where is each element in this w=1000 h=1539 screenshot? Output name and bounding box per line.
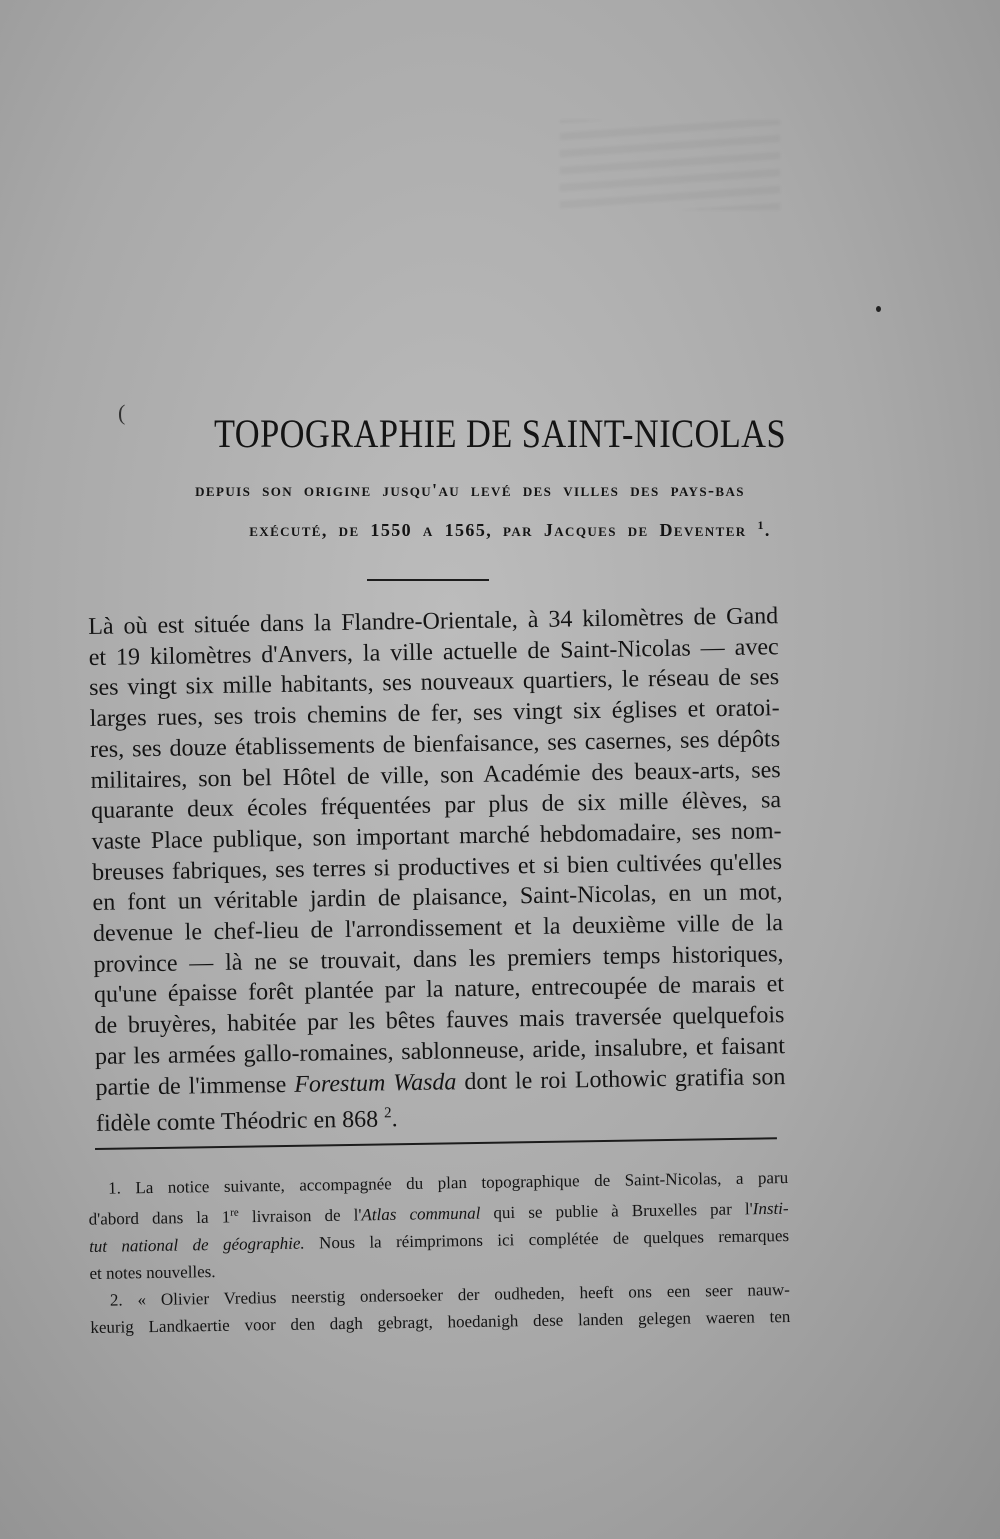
body-paragraph xyxy=(88,601,786,1140)
footnote-divider xyxy=(95,1137,777,1149)
body-line: ses vingt six mille habitants, ses nouveaux quartiers, le réseau de ses xyxy=(88,664,780,702)
page-title: TOPOGRAPHIE DE SAINT-NICOLAS xyxy=(213,411,787,456)
italic-institut-cont: tut national de géographie. xyxy=(88,1233,305,1256)
footnote-ref-1: 1 xyxy=(757,518,765,532)
footnote-1-line: et notes nouvelles. xyxy=(89,1261,216,1283)
body-line: et 19 kilomètres d'Anvers, la ville actuelle de Saint-Nicolas — avec xyxy=(88,633,779,671)
footnote-ref-2: 2 xyxy=(383,1105,392,1122)
ink-spot xyxy=(876,306,881,312)
footnotes xyxy=(88,1164,791,1341)
body-line: res, ses douze établissements de bienfaisance, ses casernes, ses dépôts xyxy=(89,725,781,763)
body-text-run: fidèle comte Théodric en 868 xyxy=(95,1106,379,1138)
body-text-run: . xyxy=(391,1106,398,1133)
italic-institut: Insti- xyxy=(752,1198,789,1219)
footnote-2-line: keurig Landkaertie voor den dagh gebragt, hoedanigh dese landen gelegen waeren ten xyxy=(90,1306,791,1337)
body-line: breuses fabriques, ses terres si productives et si bien cultivées qu'elles xyxy=(91,848,783,886)
body-line: par les armées gallo-romaines, sablonneuse, aride, insalubre, et faisant xyxy=(94,1032,786,1070)
body-line: militaires, son bel Hôtel de ville, son Académie des beaux-arts, ses xyxy=(90,756,781,794)
body-line: quarante deux écoles fréquentées par plus de six mille élèves, sa xyxy=(90,787,782,825)
body-line: vaste Place publique, son important marché hebdomadaire, ses nom- xyxy=(91,818,782,855)
title-divider xyxy=(367,579,489,581)
footnote-text-run: livraison de l' xyxy=(238,1205,362,1227)
footnote-text-run: Nous la réimprimons ici complétée de quelques remarques xyxy=(304,1225,790,1253)
footnote-text-run: qui se publie à Bruxelles par l' xyxy=(480,1199,753,1223)
subtitle-line-2: exécuté, de 1550 a 1565, par Jacques de Deventer $^1$. xyxy=(249,518,771,540)
italic-title-forestum: Forestum Wasda xyxy=(294,1068,457,1098)
body-line: qu'une épaisse forêt plantée par la nature, entrecoupée de marais et xyxy=(93,971,785,1009)
body-line: de bruyères, habitée par les bêtes fauves mais traversée quelquefois xyxy=(94,1002,785,1040)
footnote-text-run: d'abord dans la 1 xyxy=(88,1207,231,1229)
italic-atlas-communal: Atlas communal xyxy=(361,1203,481,1225)
body-line: larges rues, ses trois chemins de fer, ses vingt six églises et oratoi- xyxy=(89,695,780,733)
body-text-run: dont le roi Lothowic gratifia son xyxy=(456,1063,786,1095)
subtitle-line-1: depuis son origine jusqu'au levé des villes des pays-bas xyxy=(195,480,745,500)
body-line: Là où est située dans la Flandre-Orientale, à 34 kilomètres de Gand xyxy=(88,603,779,640)
bleed-through-text xyxy=(560,120,780,210)
body-line: devenue le chef-lieu de l'arrondissement et la deuxième ville de la xyxy=(92,910,784,947)
body-line: en font un véritable jardin de plaisance, Saint-Nicolas, en un mot, xyxy=(92,879,783,917)
margin-mark: ( xyxy=(118,400,126,425)
footnote-2-line: 2. « Olivier Vredius neerstig ondersoeker der oudheden, heeft ons een seer nauw- xyxy=(109,1279,791,1310)
footnote-1-line: 1. La notice suivante, accompagnée du plan topographique de Saint-Nicolas, a paru xyxy=(108,1168,789,1198)
body-line: province — là ne se trouvait, dans les premiers temps historiques, xyxy=(93,940,784,978)
body-text-run: partie de l'immense xyxy=(95,1071,295,1101)
subtitle-line-2-text: exécuté, de 1550 a 1565, par Jacques de Deventer xyxy=(249,520,747,540)
footnote-superscript: re xyxy=(230,1206,239,1219)
